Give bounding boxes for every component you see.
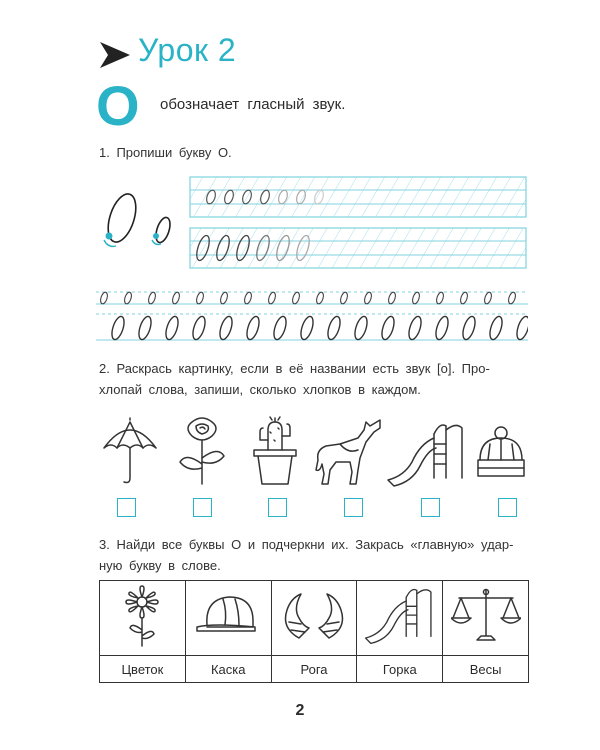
hat-icon xyxy=(472,424,530,484)
letter-stroke-example xyxy=(96,188,186,258)
lesson-title: Урок 2 xyxy=(138,32,237,68)
letter-o-small xyxy=(339,291,348,304)
table-cell-picture xyxy=(271,581,357,656)
task-1-instruction: 1. Пропиши букву О. xyxy=(99,145,232,160)
letter-o-large xyxy=(380,315,397,341)
table-cell-picture xyxy=(185,581,271,656)
task-3-line-2: ную букву в слове. xyxy=(99,558,221,573)
letter-o-large xyxy=(110,315,127,341)
word-label: Рога xyxy=(271,656,357,683)
copybook-grid xyxy=(189,176,527,270)
letter-o-large xyxy=(461,315,478,341)
letter-o-small xyxy=(99,291,108,304)
checkbox-slide[interactable] xyxy=(421,498,440,517)
table-cell-picture xyxy=(100,581,186,656)
letter-o-small xyxy=(219,291,228,304)
word-label: Горка xyxy=(357,656,443,683)
big-letter-caption: обозначает гласный звук. xyxy=(160,96,346,113)
letter-o-small xyxy=(483,291,492,304)
writing-lines xyxy=(96,284,528,346)
letter-o-small xyxy=(291,291,300,304)
arrow-icon xyxy=(98,40,132,70)
letter-o-large xyxy=(272,315,289,341)
task-3-line-1: 3. Найди все буквы О и подчеркни их. Закрась «главную» удар- xyxy=(99,537,514,552)
task-2-instruction xyxy=(99,358,529,400)
word-label: Цветок xyxy=(100,656,186,683)
big-letter: О xyxy=(96,74,140,137)
letter-o-small xyxy=(171,291,180,304)
flower-icon xyxy=(122,584,162,648)
word-label: Каска xyxy=(185,656,271,683)
checkbox-hat[interactable] xyxy=(498,498,517,517)
wolf-icon xyxy=(310,414,384,490)
task-3-instruction xyxy=(99,534,529,576)
letter-o-small xyxy=(387,291,396,304)
rose-icon xyxy=(172,416,232,488)
page-number: 2 xyxy=(295,702,305,719)
scales-icon xyxy=(451,586,521,646)
letter-o-small xyxy=(243,291,252,304)
table-cell-picture xyxy=(443,581,529,656)
table-cell-picture xyxy=(357,581,443,656)
slide-icon xyxy=(384,420,470,490)
letter-o-large xyxy=(488,315,505,341)
checkbox-umbrella[interactable] xyxy=(117,498,136,517)
letter-o-large xyxy=(137,315,154,341)
letter-o-large xyxy=(164,315,181,341)
letter-o-large xyxy=(326,315,343,341)
letter-o-large xyxy=(218,315,235,341)
umbrella-icon xyxy=(100,416,160,486)
helmet-icon xyxy=(193,591,263,641)
letter-o-large xyxy=(299,315,316,341)
letter-o-large xyxy=(353,315,370,341)
checkbox-wolf[interactable] xyxy=(344,498,363,517)
checkbox-rose[interactable] xyxy=(193,498,212,517)
letter-o-small xyxy=(123,291,132,304)
letter-o-large xyxy=(515,315,528,341)
letter-o-small xyxy=(435,291,444,304)
letter-o-small xyxy=(363,291,372,304)
letter-o-small xyxy=(195,291,204,304)
letter-o-large xyxy=(191,315,208,341)
letter-o-small xyxy=(459,291,468,304)
checkbox-cactus[interactable] xyxy=(268,498,287,517)
task-2-line-2: хлопай слова, запиши, сколько хлопков в каждом. xyxy=(99,382,421,397)
task-2-line-1: 2. Раскрась картинку, если в её названии есть звук [о]. Про- xyxy=(99,361,490,376)
letter-o-large xyxy=(245,315,262,341)
letter-o-small xyxy=(411,291,420,304)
slide-icon xyxy=(362,585,438,647)
letter-o-large xyxy=(434,315,451,341)
word-table xyxy=(99,580,529,683)
cactus-icon xyxy=(248,414,302,488)
letter-o-large xyxy=(407,315,424,341)
letter-o-small xyxy=(267,291,276,304)
word-label: Весы xyxy=(443,656,529,683)
letter-o-small xyxy=(315,291,324,304)
letter-o-small xyxy=(147,291,156,304)
letter-o-small xyxy=(507,291,516,304)
horns-icon xyxy=(279,588,349,644)
